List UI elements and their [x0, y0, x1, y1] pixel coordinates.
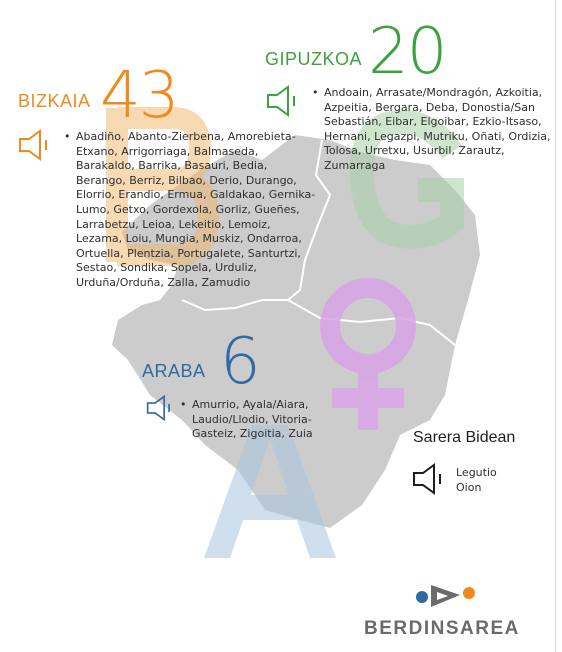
towns-gipuzkoa: • Andoain, Arrasate/Mondragón, Azkoitia, Azpeitia, Bergara, Deba, Donostia/San Sebastián, Eibar, Elgoibar, Ezkio-Itsaso, Hernani, Legazpi, Mutriku, Oñati, Ordizia, Tolosa, Urretxu, Usurbil, Zarautz, Zumarraga: [324, 86, 562, 174]
brand-name: BERDINSAREA: [364, 618, 520, 639]
network-town: Oion: [456, 481, 482, 494]
speaker-icon: [146, 394, 174, 422]
towns-araba: • Amurrio, Ayala/Aiara, Laudio/Llodio, Vitoria-Gasteiz, Zigoitia, Zuia: [192, 398, 332, 442]
region-name-araba: ARABA: [142, 361, 206, 381]
region-count-bizkaia: 43: [100, 59, 178, 133]
network-title: Sarera Bidean: [413, 429, 516, 446]
region-count-araba: 6: [220, 325, 259, 399]
region-name-bizkaia: BIZKAIA: [18, 91, 91, 111]
network-town: Legutio: [456, 466, 497, 479]
town-list-gipuzkoa: [310, 86, 562, 174]
speaker-icon: [18, 128, 52, 162]
towns-bizkaia: • Abadiño, Abanto-Zierbena, Amorebieta-Etxano, Arrigorriaga, Balmaseda, Barakaldo, Barrika, Basauri, Bedia, Berango, Berriz, Bilbao, Derio, Durango, Elorrio, Erandio, Ermua, Galdakao, Gernika-Lumo, Getxo, Gordexola, Gorliz, Gueñes, Larrabetzu, Leioa, Lekeitio, Lemoiz, Lezama, Loiu, Mungia, Muskiz, Ondarroa, Ortuella, Plentzia, Portugalete, Santurtzi, Sestao, Sondika, Sopela, Urduliz, Urduña/Orduña, Zalla, Zamudio: [76, 130, 316, 291]
network-town-list: [456, 465, 497, 495]
region-name-gipuzkoa: GIPUZKOA: [265, 49, 363, 69]
region-count-gipuzkoa: 20: [368, 15, 446, 89]
town-list-bizkaia: [62, 130, 316, 291]
speaker-icon: [266, 84, 300, 118]
town-list-araba: [178, 398, 332, 442]
berdinsarea-logo: [414, 580, 478, 610]
speaker-icon: [412, 462, 446, 496]
